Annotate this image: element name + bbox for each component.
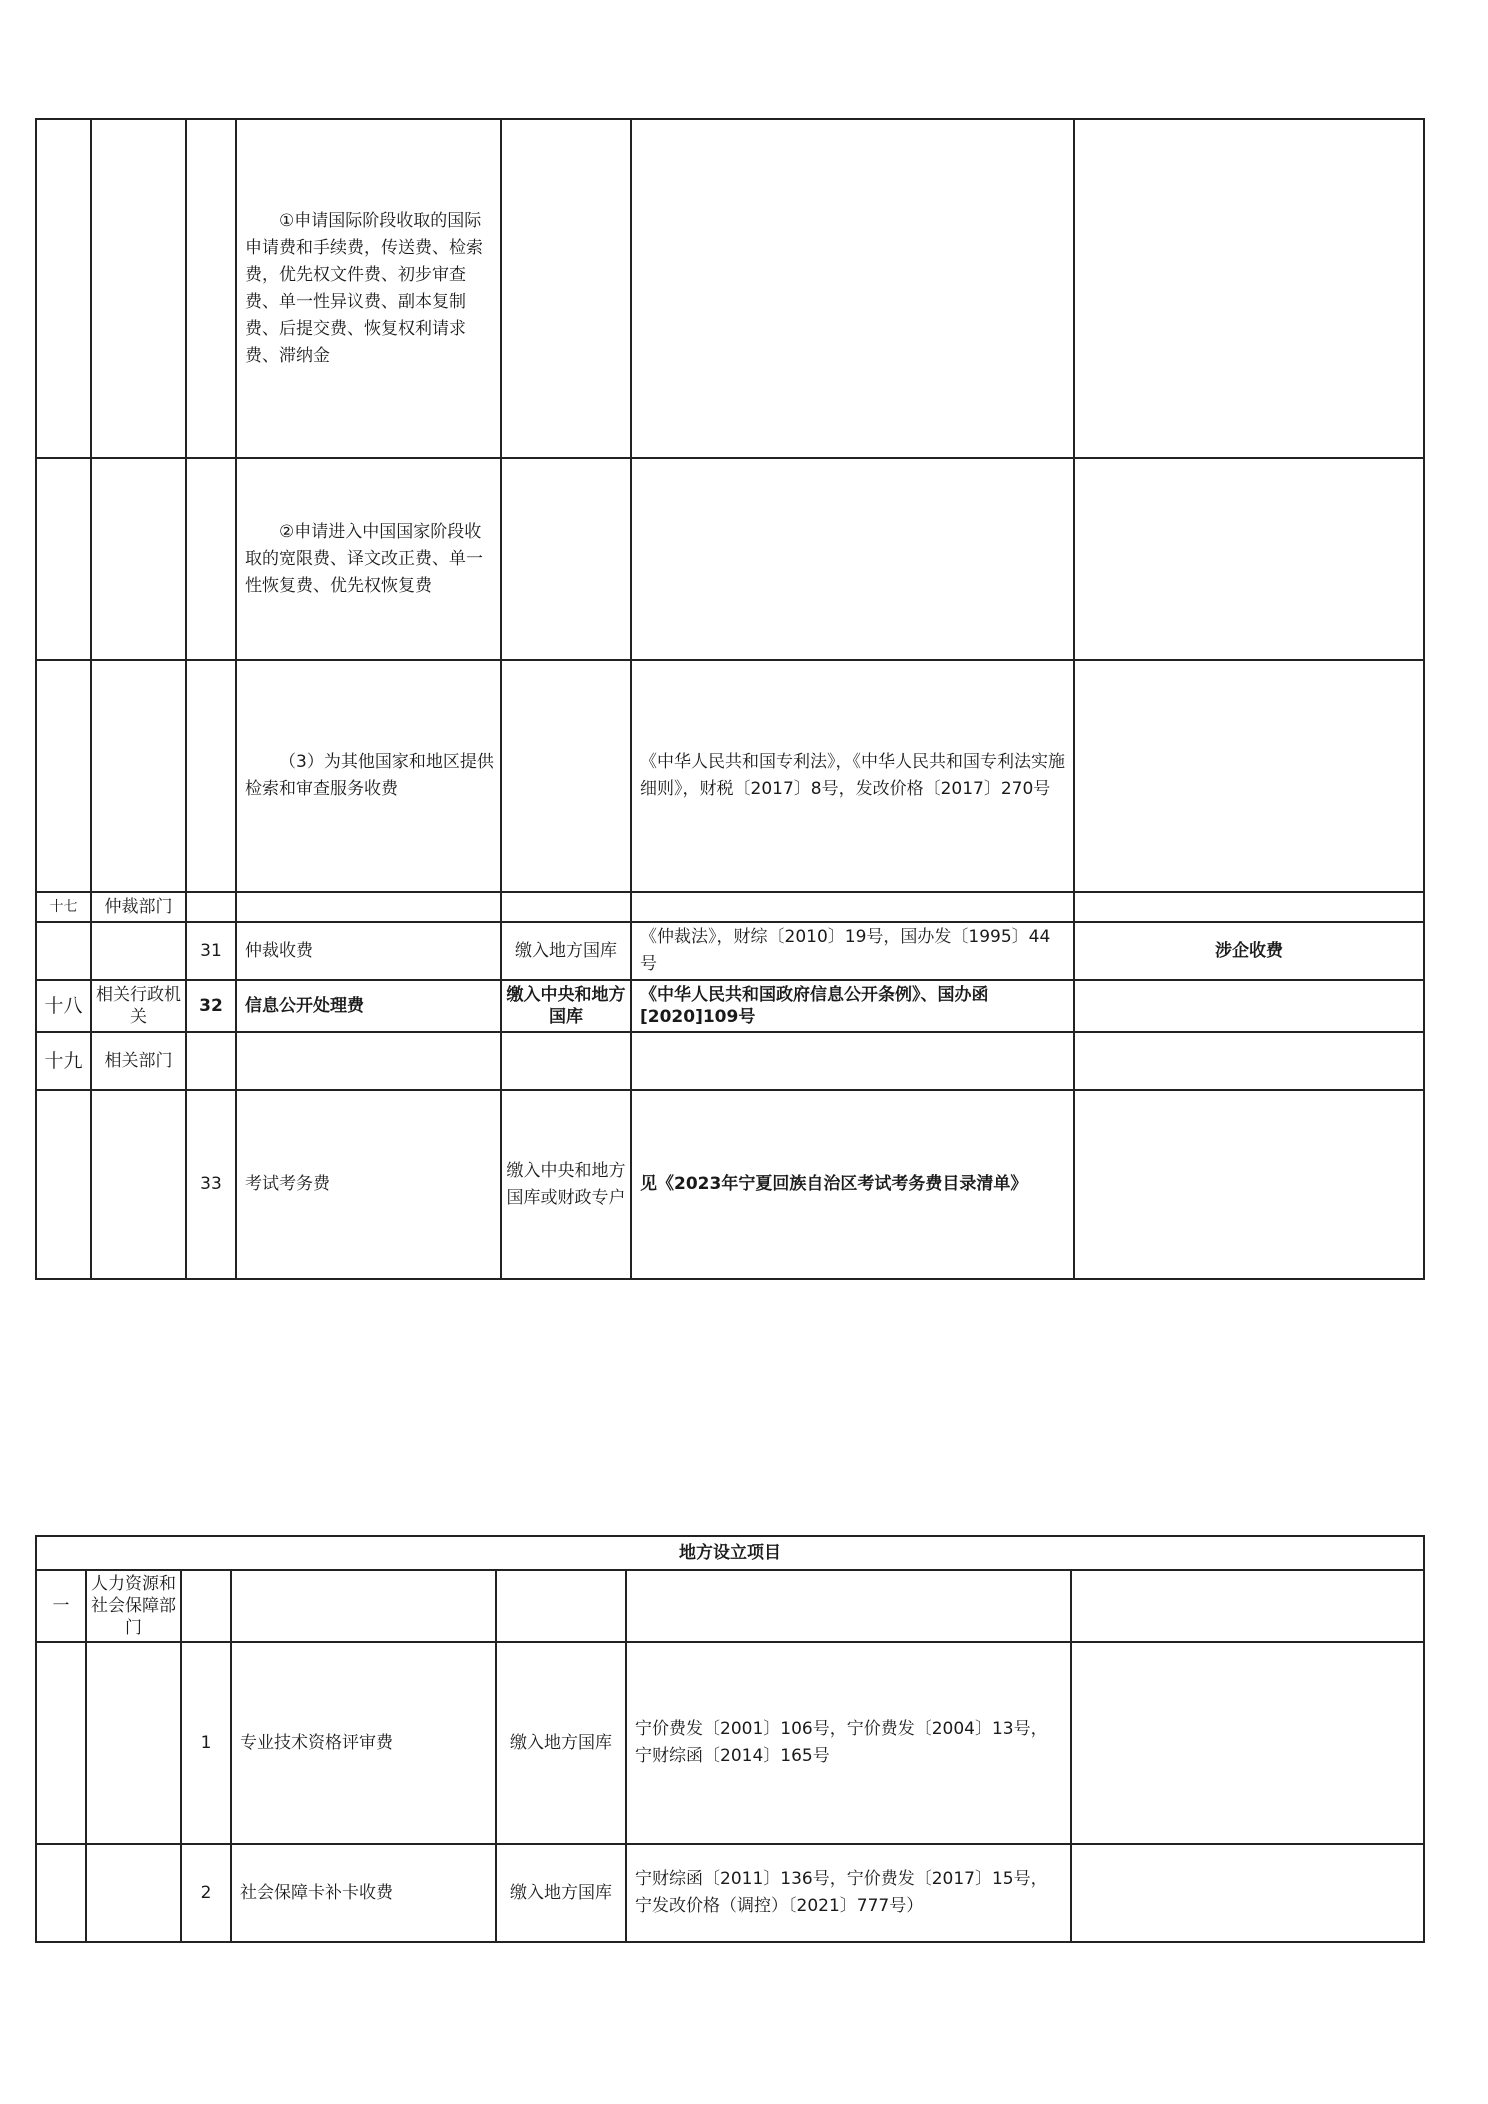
basis-cell <box>626 1570 1071 1642</box>
fund-cell <box>501 1032 631 1090</box>
item-cell <box>236 1032 501 1090</box>
item-cell: 信息公开处理费 <box>236 980 501 1032</box>
basis-cell <box>631 892 1074 922</box>
remark-cell <box>1074 980 1424 1032</box>
basis-cell: 《中华人民共和国专利法》，《中华人民共和国专利法实施细则》，财税〔2017〕8号，发改价格〔2017〕270号 <box>631 660 1074 892</box>
no-cell <box>186 119 236 458</box>
dept-cell: 人力资源和社会保障部门 <box>86 1570 181 1642</box>
remark-cell <box>1071 1642 1424 1844</box>
no-cell: 1 <box>181 1642 231 1844</box>
dept-cell <box>91 1090 186 1279</box>
section-header-row <box>36 1536 1424 1570</box>
no-cell: 32 <box>186 980 236 1032</box>
item-cell <box>236 892 501 922</box>
item-cell <box>231 1570 496 1642</box>
no-cell <box>186 660 236 892</box>
dept-cell <box>86 1642 181 1844</box>
no-cell: 31 <box>186 922 236 980</box>
table-row <box>36 1032 1424 1090</box>
remark-cell <box>1074 1032 1424 1090</box>
item-cell: 专业技术资格评审费 <box>231 1642 496 1844</box>
remark-cell <box>1074 1090 1424 1279</box>
seq-cell <box>36 1844 86 1942</box>
fund-cell <box>501 119 631 458</box>
no-cell <box>186 892 236 922</box>
seq-cell: 一 <box>36 1570 86 1642</box>
dept-cell <box>91 922 186 980</box>
remark-cell <box>1074 892 1424 922</box>
basis-cell: 宁财综函〔2011〕136号，宁价费发〔2017〕15号，宁发改价格（调控）〔2021〕777号） <box>626 1844 1071 1942</box>
dept-cell: 相关行政机关 <box>91 980 186 1032</box>
fund-cell: 缴入地方国库 <box>496 1844 626 1942</box>
fund-cell: 缴入地方国库 <box>501 922 631 980</box>
table-row <box>36 1090 1424 1279</box>
dept-cell: 相关部门 <box>91 1032 186 1090</box>
item-cell: ①申请国际阶段收取的国际申请费和手续费，传送费、检索费，优先权文件费、初步审查费、单一性异议费、副本复制费、后提交费、恢复权利请求费、滞纳金 <box>236 119 501 458</box>
item-cell: （3）为其他国家和地区提供检索和审查服务收费 <box>236 660 501 892</box>
basis-cell: 见《2023年宁夏回族自治区考试考务费目录清单》 <box>631 1090 1074 1279</box>
basis-cell <box>631 119 1074 458</box>
table-row <box>36 980 1424 1032</box>
table-row <box>36 660 1424 892</box>
remark-cell: 涉企收费 <box>1074 922 1424 980</box>
fund-cell <box>496 1570 626 1642</box>
item-cell: 社会保障卡补卡收费 <box>231 1844 496 1942</box>
table-row <box>36 922 1424 980</box>
table-row <box>36 1642 1424 1844</box>
fund-cell <box>501 458 631 660</box>
table-row <box>36 892 1424 922</box>
no-cell: 33 <box>186 1090 236 1279</box>
remark-cell <box>1074 119 1424 458</box>
table-row <box>36 1844 1424 1942</box>
fee-table-upper <box>35 118 1425 1280</box>
dept-cell <box>91 660 186 892</box>
seq-cell <box>36 1642 86 1844</box>
seq-cell <box>36 119 91 458</box>
dept-cell <box>91 458 186 660</box>
fund-cell: 缴入中央和地方国库 <box>501 980 631 1032</box>
seq-cell: 十八 <box>36 980 91 1032</box>
seq-cell <box>36 1090 91 1279</box>
basis-cell: 《中华人民共和国政府信息公开条例》、国办函[2020]109号 <box>631 980 1074 1032</box>
fund-cell <box>501 892 631 922</box>
table-row <box>36 458 1424 660</box>
item-cell: 考试考务费 <box>236 1090 501 1279</box>
no-cell <box>181 1570 231 1642</box>
table-row <box>36 119 1424 458</box>
local-fee-table <box>35 1535 1425 1943</box>
seq-cell: 十七 <box>36 892 91 922</box>
seq-cell <box>36 660 91 892</box>
remark-cell <box>1074 660 1424 892</box>
seq-cell <box>36 458 91 660</box>
fund-cell <box>501 660 631 892</box>
seq-cell <box>36 922 91 980</box>
no-cell <box>186 458 236 660</box>
fund-cell: 缴入地方国库 <box>496 1642 626 1844</box>
remark-cell <box>1071 1570 1424 1642</box>
no-cell: 2 <box>181 1844 231 1942</box>
no-cell <box>186 1032 236 1090</box>
item-cell: 仲裁收费 <box>236 922 501 980</box>
dept-cell <box>91 119 186 458</box>
table-row <box>36 1570 1424 1642</box>
basis-cell <box>631 458 1074 660</box>
remark-cell <box>1074 458 1424 660</box>
section-header: 地方设立项目 <box>36 1536 1424 1570</box>
dept-cell: 仲裁部门 <box>91 892 186 922</box>
fund-cell: 缴入中央和地方国库或财政专户 <box>501 1090 631 1279</box>
seq-cell: 十九 <box>36 1032 91 1090</box>
basis-cell: 宁价费发〔2001〕106号，宁价费发〔2004〕13号，宁财综函〔2014〕165号 <box>626 1642 1071 1844</box>
remark-cell <box>1071 1844 1424 1942</box>
basis-cell: 《仲裁法》，财综〔2010〕19号，国办发〔1995〕44号 <box>631 922 1074 980</box>
item-cell: ②申请进入中国国家阶段收取的宽限费、译文改正费、单一性恢复费、优先权恢复费 <box>236 458 501 660</box>
basis-cell <box>631 1032 1074 1090</box>
dept-cell <box>86 1844 181 1942</box>
